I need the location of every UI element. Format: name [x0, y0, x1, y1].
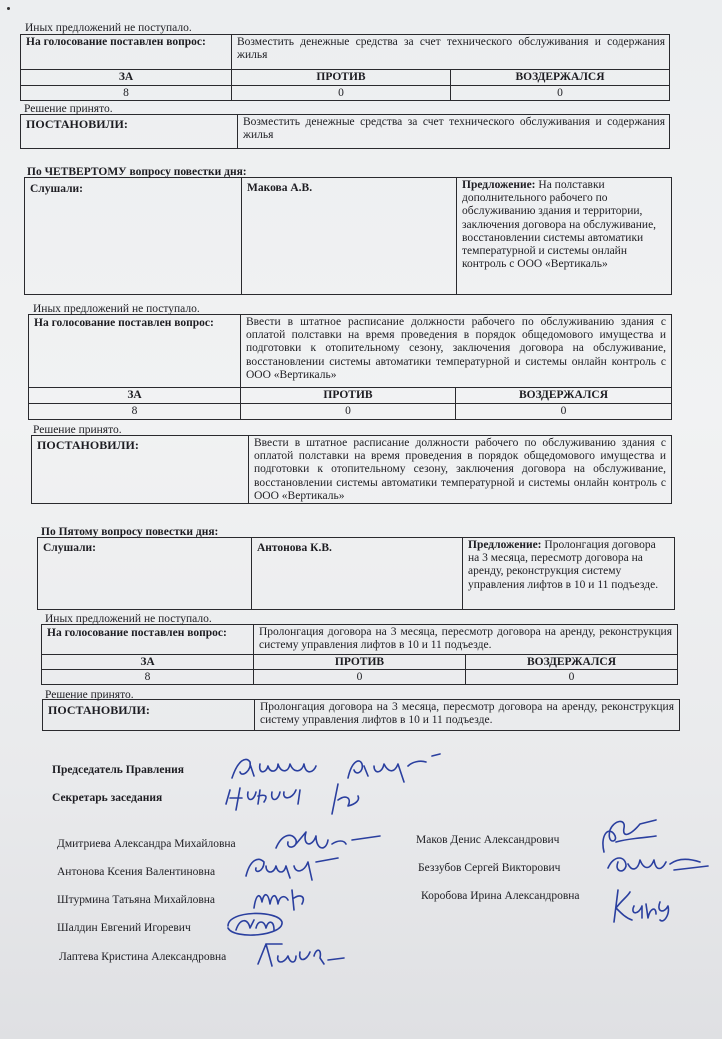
speaker-q5: Антонова К.В. — [257, 542, 332, 554]
resolved-label-q3: ПОСТАНОВИЛИ: — [26, 117, 128, 131]
vote-label-q3: На голосование поставлен вопрос: — [26, 36, 206, 48]
heard-label-q4: Слушали: — [30, 183, 83, 195]
decision-q4: Решение принято. — [33, 424, 122, 436]
secretary-label: Секретарь заседания — [52, 792, 163, 804]
col-abstain-q5: ВОЗДЕРЖАЛСЯ — [526, 656, 617, 668]
resolved-text-q3: Возместить денежные средства за счет технического обслуживания и содержания жилья — [243, 116, 665, 142]
member-name: Шалдин Евгений Игоревич — [57, 922, 191, 934]
member-signature-8 — [608, 884, 678, 928]
proposal-text-q4: На полставки дополнительного рабочего по обслуживанию здания и территории, заключения договора на обслуживание, восстановлении системы автоматики температурной и системы онлайн контроль с ООО «Вертикаль» — [462, 179, 657, 271]
resolved-table-q3 — [20, 114, 670, 149]
col-for-q4: ЗА — [127, 389, 142, 401]
value-abstain-q3: 0 — [557, 87, 563, 99]
member-name: Лаптева Кристина Александровна — [59, 951, 227, 963]
vote-label-q5: На голосование поставлен вопрос: — [47, 627, 227, 639]
chair-label: Председатель Правления — [52, 764, 184, 776]
col-against-q4: ПРОТИВ — [323, 389, 373, 401]
resolved-label-q5: ПОСТАНОВИЛИ: — [48, 703, 150, 717]
member-signature-2 — [242, 852, 352, 882]
member-name: Маков Денис Александрович — [416, 834, 560, 846]
resolved-text-q4: Ввести в штатное расписание должности рабочего по обслуживанию здания с оплатой полставки на время проведения в порядок общедомового имущества и подготовки к отопительному сезону, заключения договора на обслуживание, восстановлении системы автоматики температурной и системы онлайн контроль с ООО «Вертикаль» — [254, 437, 666, 502]
proposal-q5 — [463, 538, 674, 593]
proposal-text-q5: Пролонгация договора на 3 месяца, пересмотр договора на аренду, реконструкция систему управления лифтов в 10 и 11 подъезде. — [468, 539, 659, 591]
member-name: Антонова Ксения Валентиновна — [57, 866, 216, 878]
member-name: Беззубов Сергей Викторович — [418, 862, 561, 874]
value-against-q4: 0 — [345, 405, 351, 417]
heading-q4: По ЧЕТВЕРТОМУ вопросу повестки дня: — [27, 166, 247, 178]
heard-table-q5 — [37, 537, 675, 610]
decision-q5: Решение принято. — [45, 689, 134, 701]
value-for-q3: 8 — [123, 87, 129, 99]
no-other-proposals-q5: Иных предложений не поступало. — [45, 613, 212, 625]
resolved-table-q4 — [31, 435, 672, 504]
col-against-q5: ПРОТИВ — [334, 656, 385, 668]
punch-mark — [7, 7, 10, 10]
member-name: Дмитриева Александра Михайловна — [57, 838, 236, 850]
vote-table-q4 — [28, 314, 672, 420]
heard-label-q5: Слушали: — [43, 542, 96, 554]
vote-table-q5 — [41, 624, 678, 685]
resolved-text-q5: Пролонгация договора на 3 месяца, пересмотр договора на аренду, реконструкция систему управления лифтов в 10 и 11 подъезде. — [260, 701, 674, 727]
speaker-q4: Макова А.В. — [247, 182, 313, 194]
value-for-q4: 8 — [131, 405, 138, 417]
col-against-q3: ПРОТИВ — [316, 71, 366, 83]
resolved-label-q4: ПОСТАНОВИЛИ: — [37, 438, 139, 452]
value-for-q5: 8 — [144, 671, 151, 683]
resolved-table-q5 — [42, 699, 680, 731]
vote-text-q5: Пролонгация договора на 3 месяца, пересмотр договора на аренду, реконструкция систему управления лифтов в 10 и 11 подъезде. — [259, 626, 672, 652]
member-signature-7 — [604, 850, 714, 880]
heard-table-q4 — [24, 177, 672, 295]
secretary-signature — [220, 776, 380, 820]
value-abstain-q5: 0 — [568, 671, 575, 683]
col-abstain-q4: ВОЗДЕРЖАЛСЯ — [518, 389, 609, 401]
decision-q3: Решение принято. — [24, 103, 113, 115]
proposal-q4 — [457, 178, 671, 272]
member-signature-5 — [252, 936, 352, 972]
vote-text-q3: Возместить денежные средства за счет технического обслуживания и содержания жилья — [237, 36, 665, 62]
member-name: Коробова Ирина Александровна — [421, 890, 580, 902]
vote-table-q3 — [20, 34, 670, 101]
proposal-label-q4: Предложение: — [462, 179, 536, 191]
heading-q5: По Пятому вопросу повестки дня: — [41, 526, 219, 538]
no-other-proposals-q4: Иных предложений не поступало. — [33, 303, 200, 315]
col-for-q5: ЗА — [140, 656, 155, 668]
vote-text-q4: Ввести в штатное расписание должности рабочего по обслуживанию здания с оплатой полставки на время проведения в порядок общедомового имущества и подготовки к отопительному сезону, заключения договора на обслуживание, восстановлении системы автоматики температурной и системы онлайн контроль с ООО «Вертикаль» — [246, 316, 666, 381]
vote-label-q4: На голосование поставлен вопрос: — [34, 317, 214, 329]
col-abstain-q3: ВОЗДЕРЖАЛСЯ — [515, 71, 605, 83]
proposal-label-q5: Предложение: — [468, 539, 542, 551]
value-abstain-q4: 0 — [560, 405, 567, 417]
value-against-q3: 0 — [338, 87, 344, 99]
col-for-q3: ЗА — [118, 71, 134, 83]
no-other-proposals-q3: Иных предложений не поступало. — [25, 22, 192, 34]
value-against-q5: 0 — [356, 671, 363, 683]
member-name: Штурмина Татьяна Михайловна — [57, 894, 216, 906]
